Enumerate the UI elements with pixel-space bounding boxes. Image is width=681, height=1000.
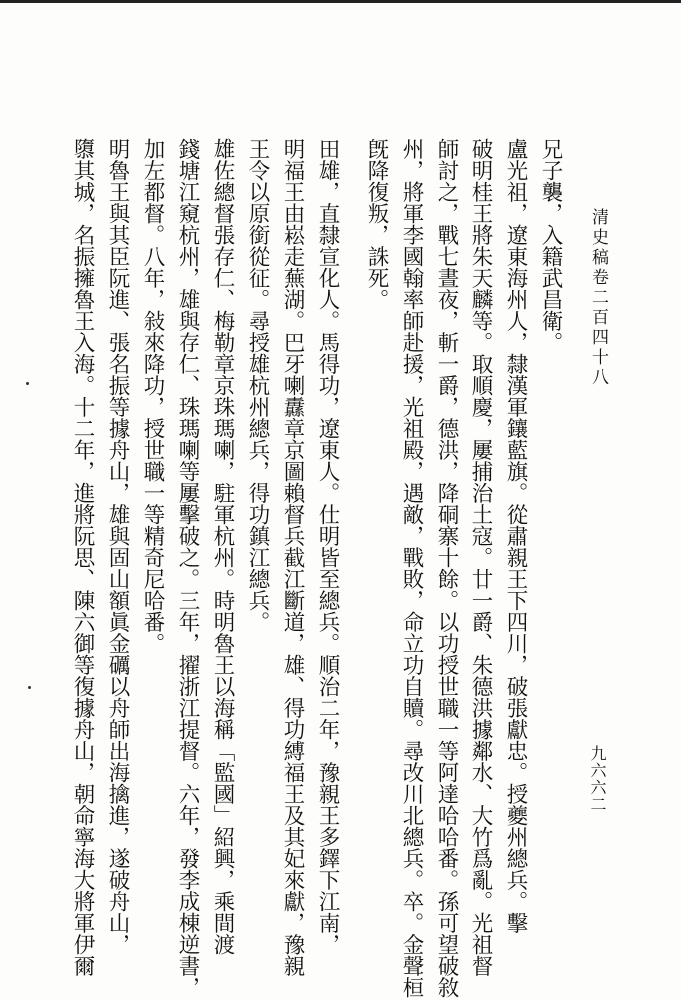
text-column-12: 加左都督。八年，敍來降功，授世職一等精奇尼哈番。 <box>140 138 165 654</box>
scan-speck <box>26 382 29 385</box>
text-column-11: 錢塘江窺杭州，雄與存仁、珠瑪喇等屢擊破之。三年，擢浙江提督。六年，發李成棟逆書， <box>175 138 200 998</box>
page-number: 九六六二 <box>588 745 607 813</box>
text-column-14: 隳其城，名振擁魯王入海。十二年，進將阮思、陳六御等復據舟山，朝命寧海大將軍伊爾 <box>70 138 95 977</box>
text-column-1: 兄子襲，入籍武昌衛。 <box>538 138 563 353</box>
text-column-2: 盧光祖，遼東海州人，隸漢軍鑲藍旗。從肅親王下四川，破張獻忠。授夔州總兵。擊 <box>503 138 528 934</box>
text-column-3: 破明桂王將朱天麟等。取順慶，屢捕治土寇。廿一爵、朱德洪據鄰水、大竹爲亂。光祖督 <box>468 138 493 977</box>
text-column-7: 田雄，直隸宣化人。馬得功，遼東人。仕明皆至總兵。順治二年，豫親王多鐸下江南， <box>315 138 340 955</box>
page-top-border <box>0 0 681 3</box>
text-column-13: 明魯王與其臣阮進、張名振等據舟山，雄與固山額眞金礪以舟師出海擒進，遂破舟山， <box>105 138 130 955</box>
text-column-4: 師討之，戰七晝夜，斬一爵，德洪，降硐寨十餘。以功授世職一等阿達哈哈番。孫可望破敘 <box>434 138 459 998</box>
text-column-5: 州，將軍李國翰率師赴援，光祖殿，遇敵，戰敗，命立功自贖。尋改川北總兵。卒。金聲桓 <box>399 138 424 998</box>
text-column-10: 雄佐總督張存仁、梅勒章京珠瑪喇，駐軍杭州。時明魯王以海稱「監國」紹興，乘間渡 <box>210 138 235 955</box>
running-header: 清史稿卷二百四十八 <box>588 208 608 388</box>
scan-speck <box>28 686 31 689</box>
text-column-6: 旣降復叛，誅死。 <box>364 138 389 310</box>
text-column-8: 明福王由崧走蕪湖。巴牙喇纛章京圖賴督兵截江斷道，雄、得功縛福王及其妃來獻，豫親 <box>280 138 305 977</box>
text-column-9: 王令以原銜從征。尋授雄杭州總兵，得功鎮江總兵。 <box>245 138 270 633</box>
